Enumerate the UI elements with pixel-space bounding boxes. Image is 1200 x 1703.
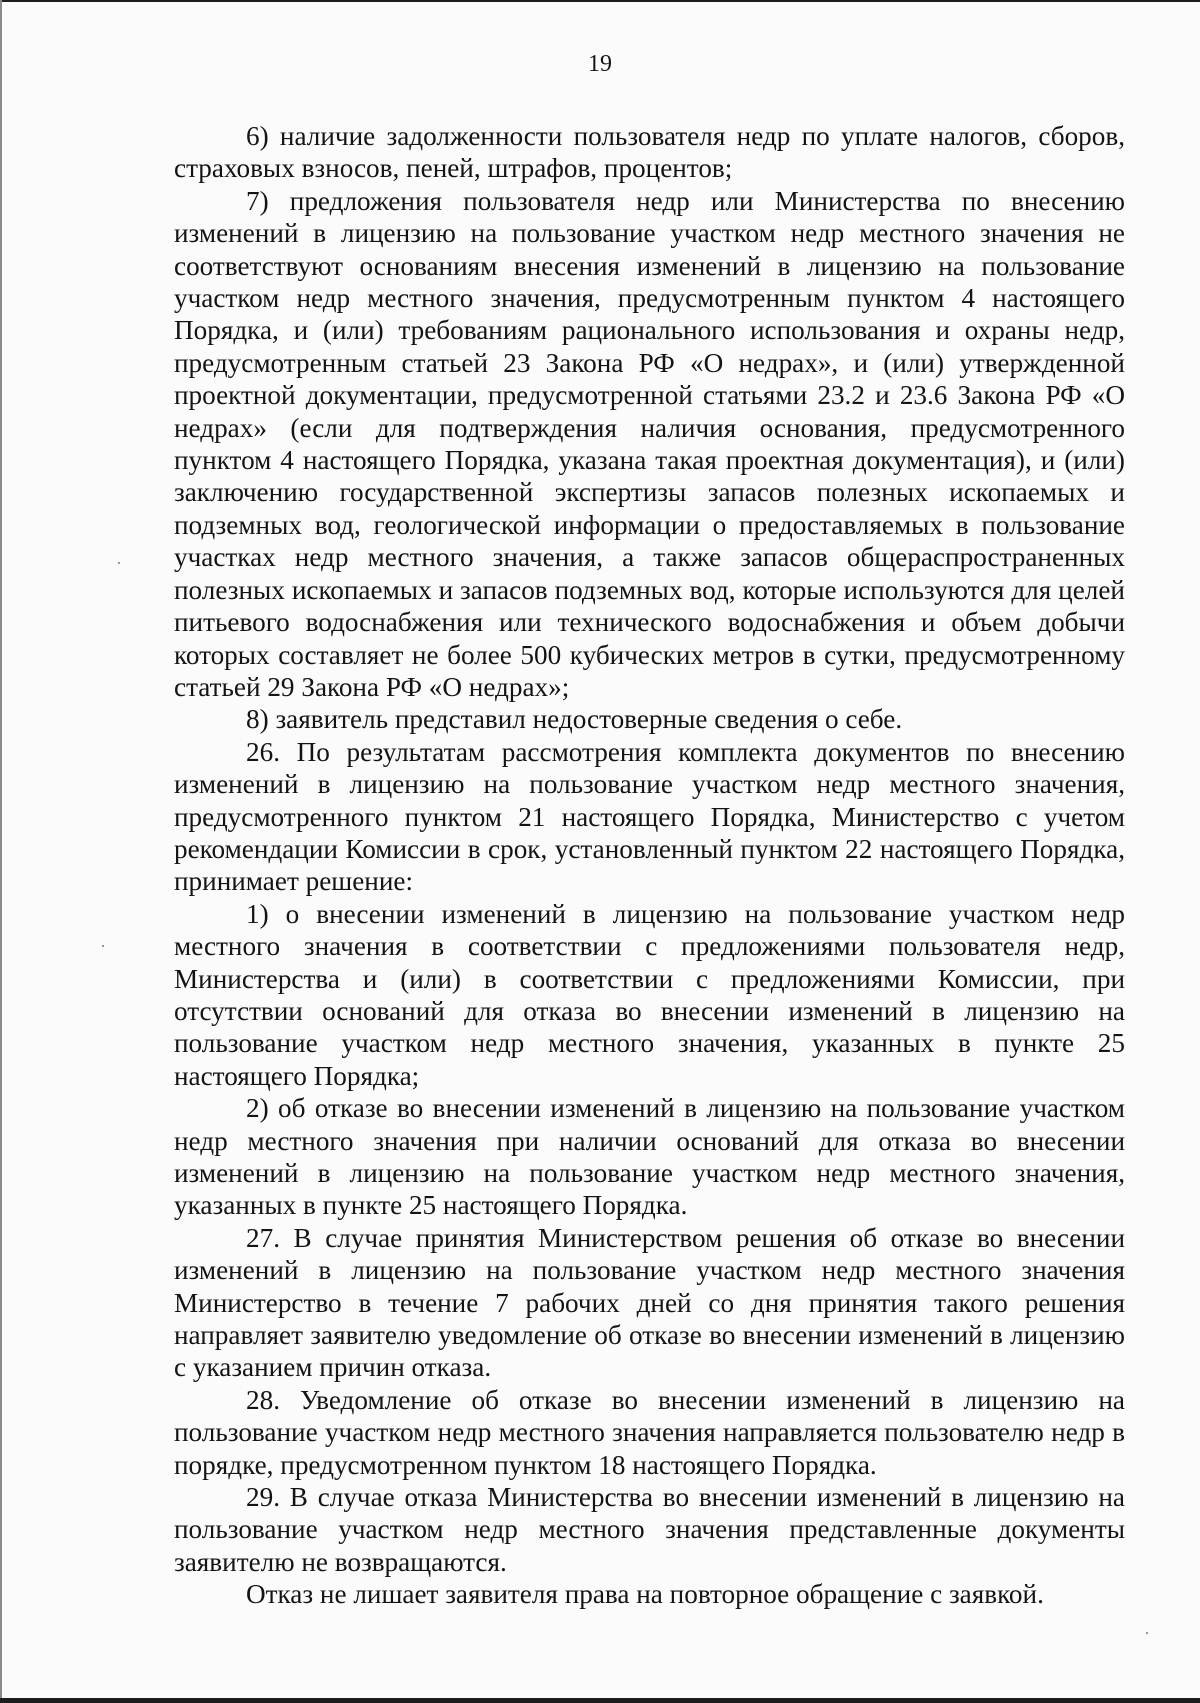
scan-speck (102, 945, 104, 947)
paragraph-decision-2: 2) об отказе во внесении изменений в лицензию на пользование участком недр местного значения при наличии оснований для отказа во внесении изменений в лицензию на пользование участком недр местного значения, указанных в пункте 25 настоящего Порядка. (174, 1093, 1125, 1221)
paragraph-decision-1: 1) о внесении изменений в лицензию на пользование участком недр местного значения в соответствии с предложениями пользователя недр, Министерства и (или) в соответствии с предложениями Комиссии, при отсутствии оснований для отказа во внесении изменений в лицензию на пользование участком недр местного значения, указанных в пункте 25 настоящего Порядка; (174, 898, 1125, 1091)
paragraph-clause-28: 28. Уведомление об отказе во внесении изменений в лицензию на пользование участком недр местного значения направляется пользователю недр в порядке, предусмотренном пунктом 18 настоящего Порядка. (174, 1384, 1125, 1480)
paragraph-clause-27: 27. В случае принятия Министерством решения об отказе во внесении изменений в лицензию на пользование участком недр местного значения Министерство в течение 7 рабочих дней со дня принятия такого решения направляет заявителю уведомление об отказе во внесении изменений в лицензию с указанием причин отказа. (174, 1222, 1125, 1383)
page-number: 19 (588, 51, 612, 77)
paragraph-item-7: 7) предложения пользователя недр или Министерства по внесению изменений в лицензию на пользование участком недр местного значения не соответствуют основаниям внесения изменений в лицензию на пользование участком недр местного значения, предусмотренным пунктом 4 настоящего Порядка, и (или) требованиям рационального использования и охраны недр, предусмотренным статьей 23 Закона РФ «О недрах», и (или) утвержденной проектной документации, предусмотренной статьями 23.2 и 23.6 Закона РФ «О недрах» (если для подтверждения наличия основания, предусмотренного пунктом 4 настоящего Порядка, указана такая проектная документация), и (или) заключению государственной экспертизы запасов полезных ископаемых и подземных вод, геологической информации о предоставляемых в пользование участках недр местного значения, а также запасов общераспространенных полезных ископаемых и запасов подземных вод, которые используются для целей питьевого водоснабжения или технического водоснабжения и объем добычи которых составляет не более 500 кубических метров в сутки, предусмотренному статьей 29 Закона РФ «О недрах»; (174, 185, 1125, 702)
scan-left-edge (0, 0, 2, 1703)
paragraph-clause-26: 26. По результатам рассмотрения комплекта документов по внесению изменений в лицензию на пользование участком недр местного значения, предусмотренного пунктом 21 настоящего Порядка, Министерство с учетом рекомендации Комиссии в срок, установленный пунктом 22 настоящего Порядка, принимает решение: (174, 736, 1125, 897)
scan-speck (118, 562, 120, 564)
scan-top-edge (0, 0, 1200, 2)
document-body (174, 120, 1125, 1611)
paragraph-clause-29: 29. В случае отказа Министерства во внесении изменений в лицензию на пользование участком недр местного значения представленные документы заявителю не возвращаются. (174, 1482, 1125, 1577)
paragraph-final: Отказ не лишает заявителя права на повторное обращение с заявкой. (246, 1579, 1044, 1610)
paragraph-item-8: 8) заявитель представил недостоверные сведения о себе. (246, 704, 903, 735)
scan-bottom-edge (0, 1698, 1200, 1703)
scan-speck (1146, 1632, 1148, 1634)
paragraph-item-6: 6) наличие задолженности пользователя недр по уплате налогов, сборов, страховых взносов, пеней, штрафов, процентов; (174, 121, 1125, 184)
